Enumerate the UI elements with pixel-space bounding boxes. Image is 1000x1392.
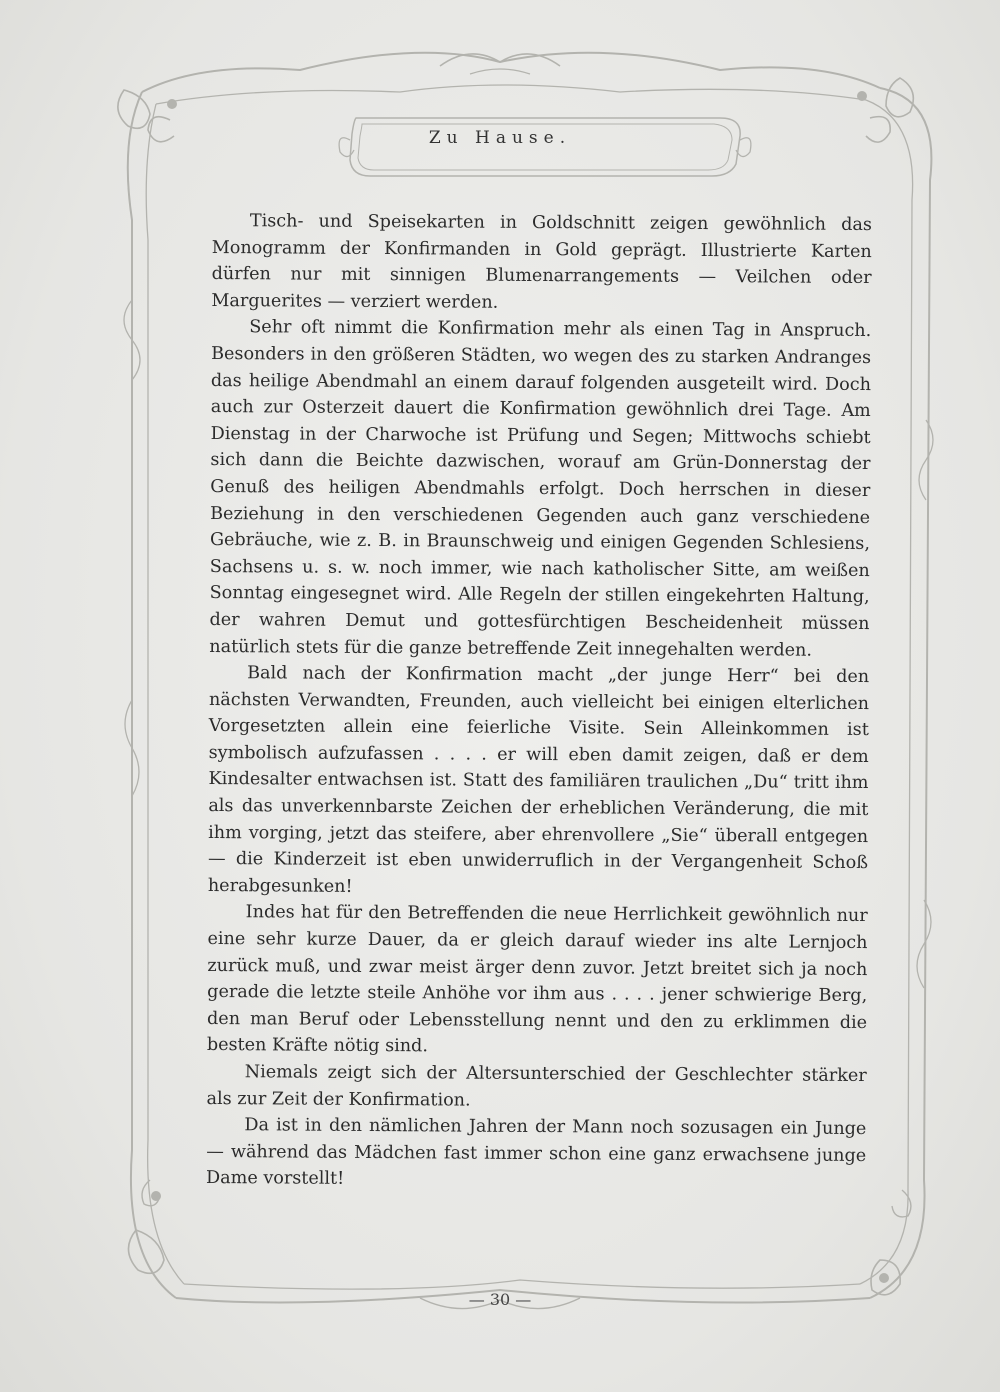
paragraph: Bald nach der Konfirmation macht „der junge Herr“ bei den nächsten Verwandten, Freunden, auch vielleicht bei einigen elterlichen Vorgesetzten allein eine feierliche Visite. Sein Alleinkommen ist symbolisch aufzufassen . . . . er will eben damit zeigen, daß er dem Kindesalter entwachsen ist. Statt des familiären traulichen „Du“ tritt ihm als das unverkennbarste Zeichen der erheblichen Veränderung, die mit ihm vorging, jetzt das steifere, aber ehrenvollere „Sie“ überall entgegen — die Kinderzeit ist eben unwiderruflich in der Vergangenheit Schoß herabgesunken!: [207, 663, 870, 897]
paragraph: Niemals zeigt sich der Altersunterschied der Geschlechter stärker als zur Zeit der Konfirmation.: [206, 1062, 867, 1111]
body-text: [206, 208, 872, 1196]
page-title: Zu Hause.: [428, 128, 572, 148]
paragraph: Sehr oft nimmt die Konfirmation mehr als einen Tag in Anspruch. Besonders in den größeren Städten, wo wegen des zu starken Andranges das heilige Abendmahl an einem darauf folgenden ausgeteilt wird. Doch auch zur Osterzeit dauert die Konfirmation gewöhnlich drei Tage. Am Dienstag in der Charwoche ist Prüfung und Segen; Mittwochs schiebt sich dann die Beichte dazwischen, worauf am Grün-Donnerstag der Genuß des heiligen Abendmahls erfolgt. Doch herrschen in dieser Beziehung in den verschiedenen Gegenden auch ganz verschiedene Gebräuche, wie z. B. in Braunschweig und einigen Gegenden Schlesiens, Sachsens u. s. w. noch immer, wie nach katholischer Sitte, am weißen Sonntag eingesegnet wird. Alle Regeln der stillen eingekehrten Haltung, der wahren Demut und gottesfürchtigen Bescheidenheit müssen natürlich stets für die ganze betreffende Zeit innegehalten werden.: [209, 317, 872, 661]
paragraph: Tisch- und Speisekarten in Goldschnitt zeigen gewöhnlich das Monogramm der Konfirmanden in Gold geprägt. Illustrierte Karten dürfen nur mit sinnigen Blumenarrangements — Veilchen oder Marguerites — verziert werden.: [211, 211, 872, 313]
paragraph: Indes hat für den Betreffenden die neue Herrlichkeit gewöhnlich nur eine sehr kurze Dauer, da er gleich darauf wieder ins alte Lernjoch zurück muß, und zwar meist ärger denn zuvor. Jetzt breitet sich ja noch gerade die letzte steile Anhöhe vor ihm aus . . . . jener schwierige Berg, den man Beruf oder Lebensstellung nennt und den zu erklimmen die besten Kräfte nötig sind.: [206, 902, 868, 1057]
paragraph: Da ist in den nämlichen Jahren der Mann noch sozusagen ein Junge — während das Mädchen fast immer schon eine ganz erwachsene junge Dame vorstellt!: [206, 1115, 867, 1190]
page-number: — 30 —: [468, 1290, 532, 1309]
